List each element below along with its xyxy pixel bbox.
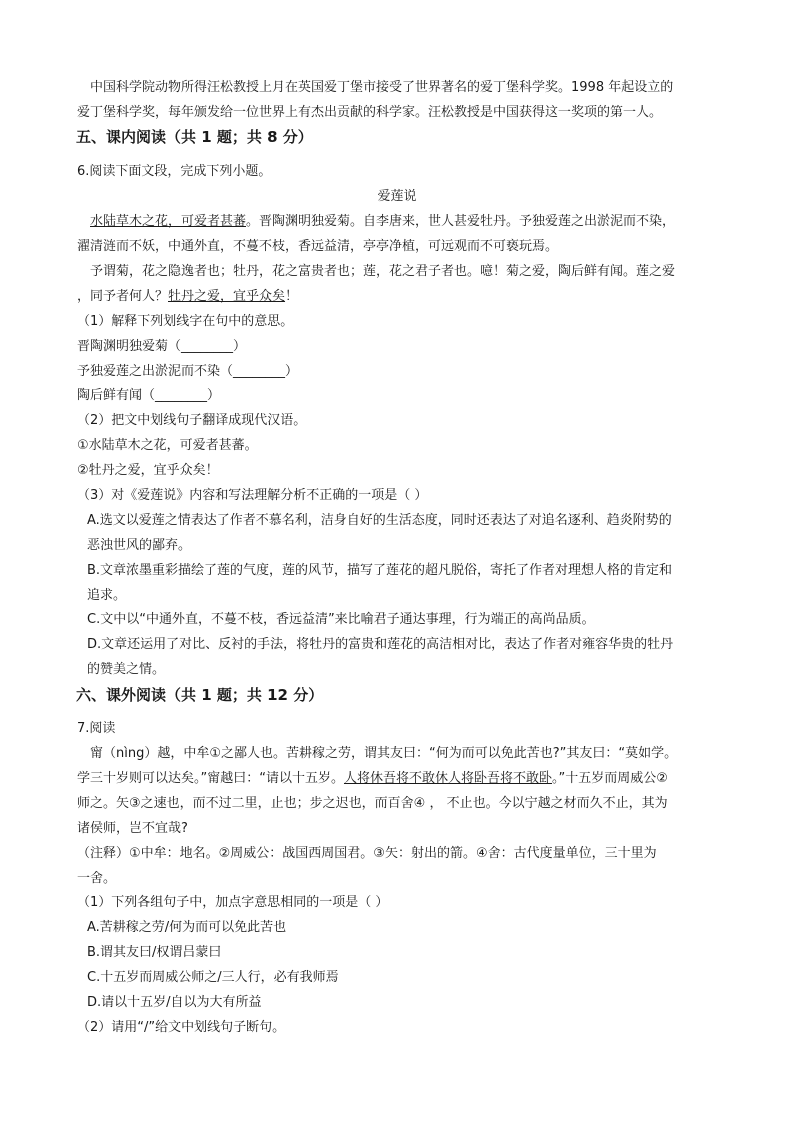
sub-question-2: （2）把文中划线句子翻译成现代汉语。	[77, 413, 307, 428]
option-b-line-1: B.文章浓墨重彩描绘了莲的气度，莲的风节，描写了莲花的超凡脱俗，寄托了作者对理想人格的肯定和	[87, 563, 673, 578]
passage-3-line-1: 甯（nìng）越，中牟①之鄙人也。苦耕稼之劳，谓其友曰：“何为而可以免此苦也?”其友曰：“莫如学。	[90, 746, 678, 761]
passage-3-line-4: 诸侯师，岂不宜哉?	[77, 821, 188, 836]
sub-question-1-c: 陶后鲜有闻（________）	[77, 388, 221, 403]
option-d-line-1: D.文章还运用了对比、反衬的手法，将牡丹的富贵和莲花的高洁相对比，表达了作者对雍容华贵的牡丹	[87, 637, 674, 652]
annotation-line-1: （注释）①中牟：地名。②周威公：战国西周国君。③矢：射出的箭。④舍：古代度量单位，三十里为	[77, 846, 657, 861]
option-a-line-2: 恶浊世风的鄙弃。	[87, 538, 192, 553]
section-6-heading: 六、课外阅读（共 1 题；共 12 分）	[76, 686, 324, 704]
option-7-d: D.请以十五岁/自以为大有所益	[87, 995, 262, 1010]
option-7-c: C.十五岁而周威公师之/三人行，必有我师焉	[87, 970, 339, 985]
option-7-b: B.谓其友曰/权谓吕蒙曰	[87, 945, 222, 960]
underlined-sentence-2: 牡丹之爱，宜乎众矣	[168, 289, 286, 304]
sub-question-2-a: ①水陆草木之花，可爱者甚蕃。	[77, 438, 258, 453]
question-7-intro: 7.阅读	[77, 721, 116, 736]
passage-3-line-2	[77, 769, 668, 789]
underlined-sentence-1: 水陆草木之花，可爱者甚蕃	[90, 214, 247, 229]
passage-text: 。晋陶渊明独爱菊。自李唐来，世人甚爱牡丹。予独爱莲之出淤泥而不染，	[246, 214, 676, 229]
option-a-line-1: A.选文以爱莲之情表达了作者不慕名利，洁身自好的生活态度，同时还表达了对追名逐利、趋炎附势的	[87, 513, 672, 528]
intro-line-2: 爱丁堡科学奖，每年颁发给一位世界上有杰出贡献的科学家。汪松教授是中国获得这一奖项的第一人。	[77, 105, 663, 120]
passage-text: ！	[285, 289, 299, 304]
question-6-intro: 6.阅读下面文段，完成下列小题。	[77, 164, 272, 179]
passage-text: 学三十岁则可以达矣。”甯越曰：“请以十五岁。	[77, 771, 344, 786]
sub-question-2-b: ②牡丹之爱，宜乎众矣！	[77, 463, 219, 478]
option-d-line-2: 的赞美之情。	[87, 662, 166, 677]
poem-title: 爱莲说	[377, 189, 417, 204]
option-c: C.文中以“中通外直，不蔓不枝，香远益清”来比喻君子通达事理，行为端正的高尚品质。	[87, 612, 595, 627]
option-7-a: A.苦耕稼之劳/何为而可以免此苦也	[87, 920, 287, 935]
sub-question-3: （3）对《爱莲说》内容和写法理解分析不正确的一项是（ ）	[77, 488, 428, 503]
annotation-line-2: 一舍。	[77, 871, 117, 886]
passage-text: 。”十五岁而周威公②	[552, 771, 668, 786]
option-b-line-2: 追求。	[87, 588, 127, 603]
passage-3-line-3: 师之。矢③之速也，而不过二里，止也；步之迟也，而百舍④ ， 不止也。今以宁越之材而久不止，其为	[77, 796, 668, 811]
passage-1-line-2: 濯清涟而不妖，中通外直，不蔓不枝，香远益清，亭亭净植，可远观而不可亵玩焉。	[77, 239, 559, 254]
section-5-heading: 五、课内阅读（共 1 题；共 8 分）	[76, 128, 313, 146]
passage-1-line-1	[90, 212, 675, 232]
underlined-sentence-3: 人将休吾将不敢休人将卧吾将不敢卧	[343, 771, 552, 786]
passage-2-line-1: 予谓菊，花之隐逸者也；牡丹，花之富贵者也；莲，花之君子者也。噫！菊之爱，陶后鲜有闻。莲之爱	[90, 264, 676, 279]
passage-text: ，同予者何人？	[77, 289, 169, 304]
passage-2-line-2	[77, 287, 298, 307]
sub-question-1: （1）解释下列划线字在句中的意思。	[77, 314, 294, 329]
sub-question-1-a: 晋陶渊明独爱菊（________）	[77, 339, 247, 354]
intro-line-1: 中国科学院动物所得汪松教授上月在英国爱丁堡市接受了世界著名的爱丁堡科学奖。1998 年起设立的	[90, 80, 674, 95]
sub-question-7-1: （1）下列各组句子中，加点字意思相同的一项是（ ）	[77, 895, 389, 910]
sub-question-1-b: 予独爱莲之出淤泥而不染（________）	[77, 364, 299, 379]
sub-question-7-2: （2）请用“/”给文中划线句子断句。	[77, 1020, 286, 1035]
